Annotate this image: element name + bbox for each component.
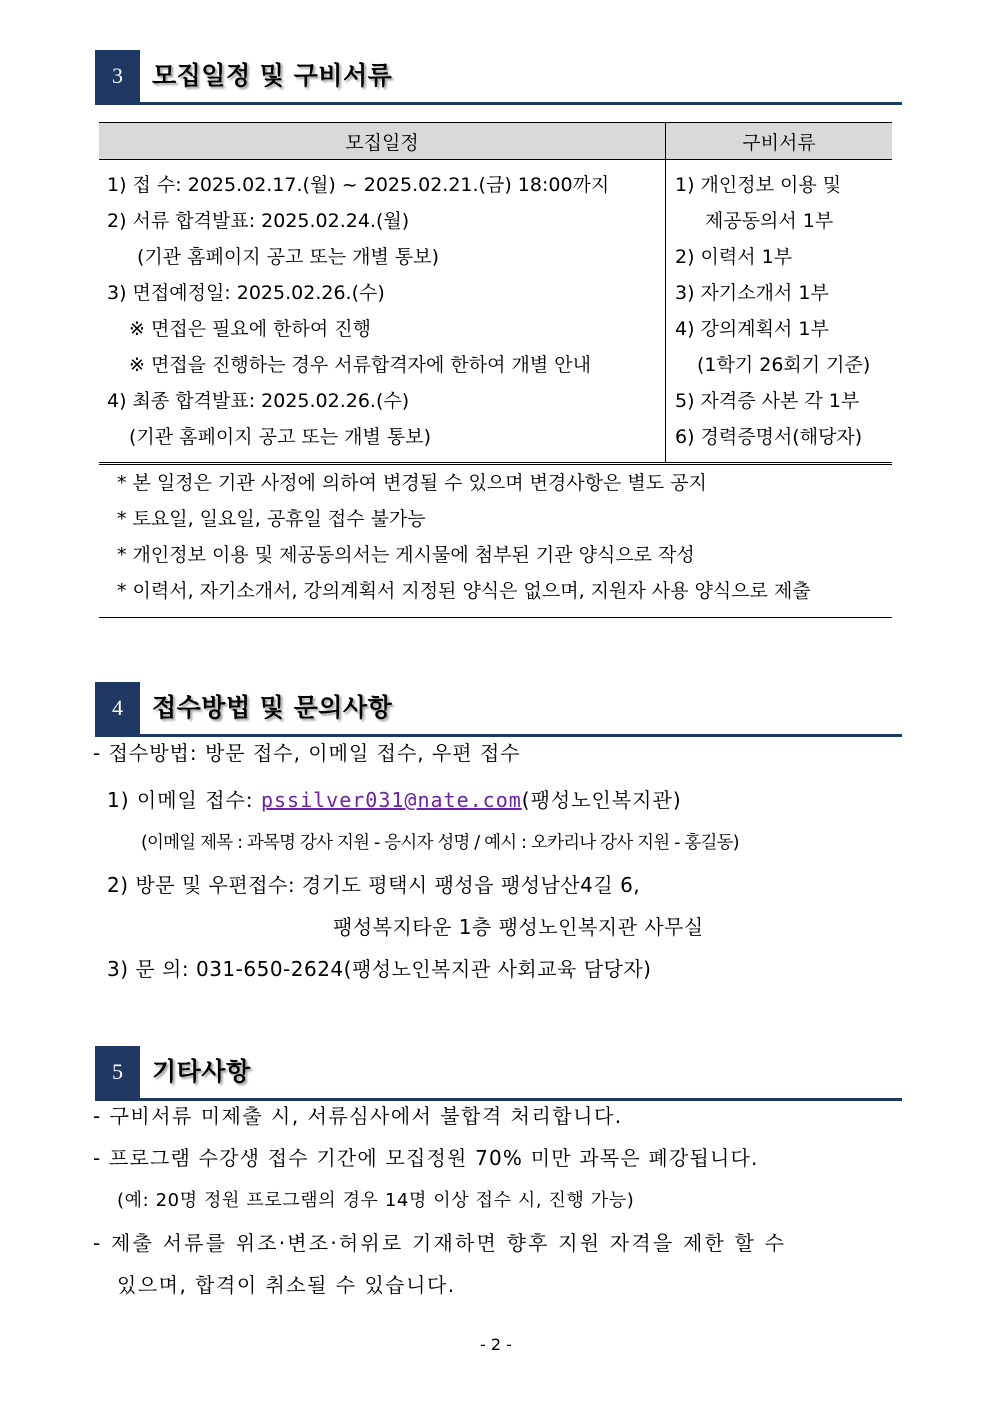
section-number: 4 (95, 682, 140, 734)
misc-item: - 구비서류 미제출 시, 서류심사에서 불합격 처리합니다. (93, 1104, 623, 1128)
section-title: 기타사항 (152, 1057, 251, 1086)
page-number: - 2 - (480, 1335, 512, 1354)
documents-column-header: 구비서류 (666, 123, 893, 160)
schedule-notes (99, 465, 892, 618)
schedule-table (99, 122, 892, 465)
misc-item: - 제출 서류를 위조·변조·허위로 기재하면 향후 지원 자격을 제한 할 수 (93, 1231, 787, 1255)
visit-line: 2) 방문 및 우편접수: 경기도 평택시 팽성읍 팽성남산4길 6, (107, 873, 641, 897)
note-item: * 이력서, 자기소개서, 강의계획서 지정된 양식은 없으며, 지원자 사용 양식으로 제출 (117, 580, 811, 602)
schedule-line: 2) 서류 합격발표: 2025.02.24.(월) (107, 210, 410, 232)
schedule-line: 3) 면접예정일: 2025.02.26.(수) (107, 282, 385, 304)
schedule-line: 4) 최종 합격발표: 2025.02.26.(수) (107, 390, 410, 412)
document-line: 제공동의서 1부 (705, 210, 834, 232)
misc-item: 있으며, 합격이 취소될 수 있습니다. (117, 1273, 456, 1297)
schedule-line: (기관 홈페이지 공고 또는 개별 통보) (129, 426, 431, 448)
email-link[interactable]: pssilver031@nate.com (260, 788, 522, 812)
document-line: 5) 자격증 사본 각 1부 (675, 390, 860, 412)
document-line: 4) 강의계획서 1부 (675, 318, 829, 340)
schedule-line: ※ 면접을 진행하는 경우 서류합격자에 한하여 개별 안내 (129, 354, 591, 376)
section-5-header (95, 1046, 902, 1098)
schedule-line: (기관 홈페이지 공고 또는 개별 통보) (137, 246, 439, 268)
section-title: 모집일정 및 구비서류 (152, 61, 393, 90)
schedule-line: 1) 접 수: 2025.02.17.(월) ~ 2025.02.21.(금) 18:00까지 (107, 174, 610, 196)
document-line: 6) 경력증명서(해당자) (675, 426, 863, 448)
schedule-column-header: 모집일정 (99, 123, 666, 160)
email-label: 1) 이메일 접수: (107, 788, 261, 812)
visit-line-2: 팽성복지타운 1층 팽성노인복지관 사무실 (333, 915, 704, 939)
note-item: * 본 일정은 기관 사정에 의하여 변경될 수 있으며 변경사항은 별도 공지 (117, 472, 707, 494)
section-divider (95, 102, 902, 105)
document-line: 3) 자기소개서 1부 (675, 282, 829, 304)
email-org: (팽성노인복지관) (521, 788, 682, 812)
schedule-cell (99, 160, 666, 464)
section-4-header (95, 682, 902, 734)
misc-item: (예: 20명 정원 프로그램의 경우 14명 이상 접수 시, 진행 가능) (117, 1190, 635, 1211)
documents-cell (666, 160, 893, 464)
document-line: 1) 개인정보 이용 및 (675, 174, 842, 196)
inquiry-line: 3) 문 의: 031-650-2624(팽성노인복지관 사회교육 담당자) (107, 957, 652, 981)
email-line (107, 784, 682, 813)
section-number: 5 (95, 1046, 140, 1098)
note-item: * 개인정보 이용 및 제공동의서는 게시물에 첨부된 기관 양식으로 작성 (117, 544, 695, 566)
method-line: - 접수방법: 방문 접수, 이메일 접수, 우편 접수 (93, 741, 521, 765)
misc-item: - 프로그램 수강생 접수 기간에 모집정원 70% 미만 과목은 폐강됩니다. (93, 1146, 759, 1170)
email-note: (이메일 제목 : 과목명 강사 지원 - 응시자 성명 / 예시 : 오카리나 강사 지원 - 홍길동) (141, 833, 739, 853)
note-item: * 토요일, 일요일, 공휴일 접수 불가능 (117, 508, 426, 530)
section-number: 3 (95, 50, 140, 102)
schedule-line: ※ 면접은 필요에 한하여 진행 (129, 318, 371, 340)
section-3-header (95, 50, 902, 102)
document-line: (1학기 26회기 기준) (697, 354, 871, 376)
section-title: 접수방법 및 문의사항 (152, 693, 393, 722)
document-line: 2) 이력서 1부 (675, 246, 793, 268)
